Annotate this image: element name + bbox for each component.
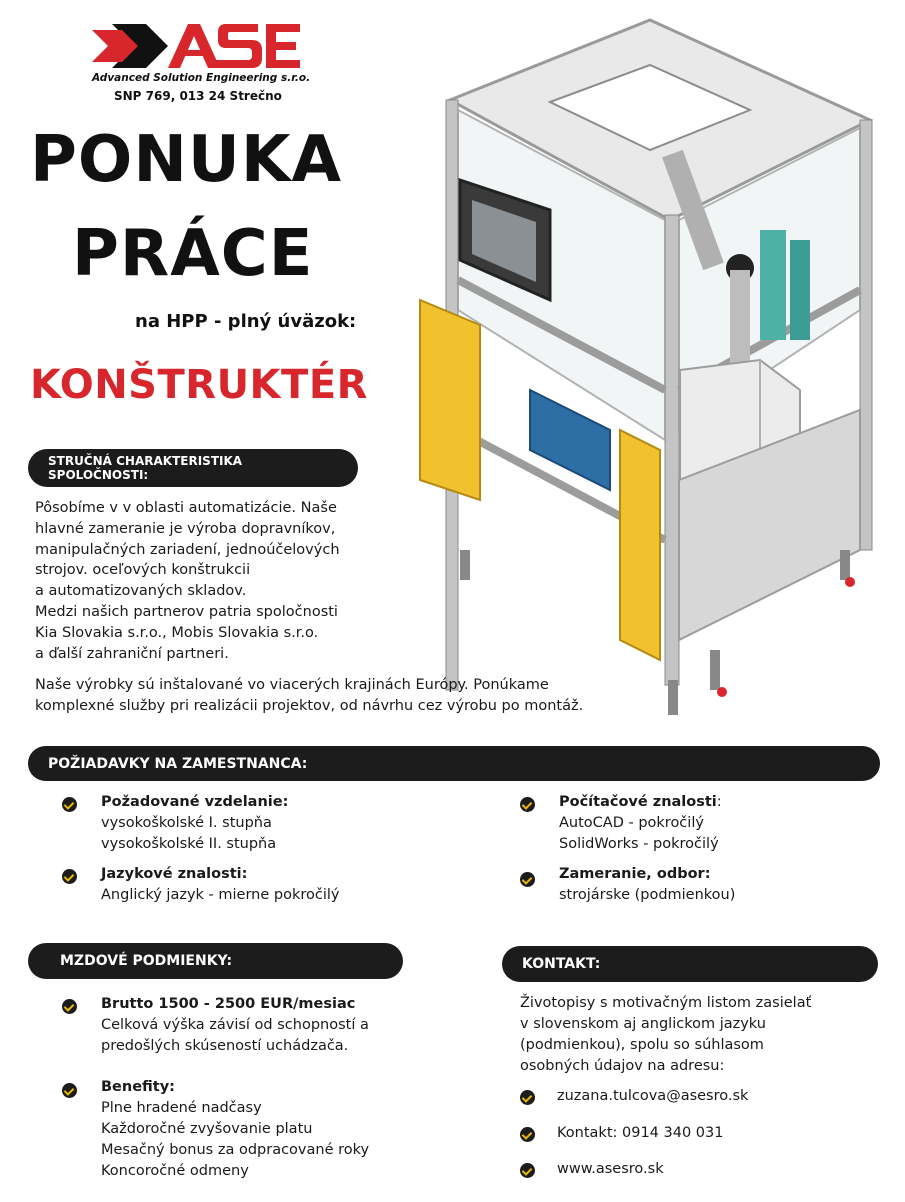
check-icon	[62, 869, 77, 884]
company-full-name: Advanced Solution Engineering s.r.o.	[92, 72, 311, 84]
title-line-1: PONUKA	[30, 123, 342, 197]
company-header-line-2: SPOLOČNOSTI:	[48, 468, 149, 482]
title-line-2: PRÁCE	[72, 217, 314, 291]
wage-section-header: MZDOVÉ PODMIENKY:	[28, 943, 403, 979]
benefits-title: Benefity:	[101, 1079, 175, 1095]
company-text-line: manipulačných zariadení, jednoúčelových	[35, 541, 340, 558]
contact-intro-line: osobných údajov na adresu:	[520, 1058, 725, 1074]
education-item: vysokoškolské I. stupňa	[101, 815, 272, 831]
company-text-line: Naše výrobky sú inštalované vo viacerých krajinách Európy. Ponúkame	[35, 677, 549, 693]
check-icon	[62, 1083, 77, 1098]
contact-intro-line: Životopisy s motivačným listom zasielať	[520, 995, 812, 1011]
company-text-line: hlavné zameranie je výroba dopravníkov,	[35, 520, 336, 537]
computer-skills-title: Počítačové znalosti	[559, 794, 717, 810]
salary-item: predošlých skúseností uchádzača.	[101, 1038, 349, 1054]
position-title: KONŠTRUKTÉR	[30, 362, 368, 408]
field-title: Zameranie, odbor:	[559, 866, 711, 882]
check-icon	[62, 999, 77, 1014]
computer-skills-block	[559, 792, 722, 855]
contact-intro-line: (podmienkou), spolu so súhlasom	[520, 1037, 764, 1053]
check-icon	[520, 872, 535, 887]
salary-item: Celková výška závisí od schopností a	[101, 1017, 369, 1033]
benefit-item: Plne hradené nadčasy	[101, 1100, 262, 1116]
benefit-item: Koncoročné odmeny	[101, 1163, 249, 1179]
contact-website[interactable]: www.asesro.sk	[557, 1161, 664, 1177]
company-description-2	[35, 675, 583, 717]
languages-item: Anglický jazyk - mierne pokročilý	[101, 887, 340, 903]
computer-skills-item: SolidWorks - pokročilý	[559, 836, 719, 852]
computer-skills-colon: :	[716, 794, 722, 810]
company-address: SNP 769, 013 24 Strečno	[114, 89, 282, 103]
company-text-line: Medzi našich partnerov patria spoločnosti	[35, 603, 338, 620]
company-text-line: a ďalší zahraniční partneri.	[35, 645, 229, 662]
contact-intro-line: v slovenskom aj anglickom jazyku	[520, 1016, 766, 1032]
education-title: Požadované vzdelanie:	[101, 794, 289, 810]
company-text-line: a automatizovaných skladov.	[35, 583, 247, 600]
contact-phone[interactable]: Kontakt: 0914 340 031	[557, 1125, 724, 1141]
contact-intro	[520, 993, 811, 1077]
education-block	[101, 792, 288, 855]
ase-logo-graphic	[88, 20, 303, 72]
company-text-line: komplexné služby pri realizácii projektov, od návrhu cez výrobu po montáž.	[35, 697, 584, 714]
requirements-section-header: POŽIADAVKY NA ZAMESTNANCA:	[28, 746, 880, 781]
check-icon	[520, 1090, 535, 1105]
company-text-line: Pôsobíme v v oblasti automatizácie. Naše	[35, 500, 337, 516]
field-item: strojárske (podmienkou)	[559, 887, 736, 903]
company-logo	[88, 20, 311, 110]
salary-block	[101, 994, 369, 1057]
contact-section-header: KONTAKT:	[502, 946, 878, 982]
benefits-block	[101, 1077, 369, 1182]
salary-title: Brutto 1500 - 2500 EUR/mesiac	[101, 996, 356, 1012]
languages-block	[101, 864, 339, 906]
contact-email[interactable]: zuzana.tulcova@asesro.sk	[557, 1088, 749, 1104]
check-icon	[62, 797, 77, 812]
company-description	[35, 498, 340, 664]
employment-type: na HPP - plný úväzok:	[135, 311, 357, 332]
company-header-line-1: STRUČNÁ CHARAKTERISTIKA	[48, 453, 243, 468]
computer-skills-item: AutoCAD - pokročilý	[559, 815, 704, 831]
check-icon	[520, 1163, 535, 1178]
company-text-line: Kia Slovakia s.r.o., Mobis Slovakia s.r.o.	[35, 624, 319, 641]
benefit-item: Mesačný bonus za odpracované roky	[101, 1142, 370, 1158]
benefit-item: Každoročné zvyšovanie platu	[101, 1121, 313, 1137]
education-item: vysokoškolské II. stupňa	[101, 836, 277, 852]
languages-title: Jazykové znalosti:	[101, 866, 248, 882]
machine-illustration	[410, 10, 890, 730]
field-block	[559, 864, 735, 906]
company-text-line: strojov. oceľových konštrukcii	[35, 562, 251, 579]
check-icon	[520, 1127, 535, 1142]
check-icon	[520, 797, 535, 812]
company-section-header	[28, 449, 358, 487]
